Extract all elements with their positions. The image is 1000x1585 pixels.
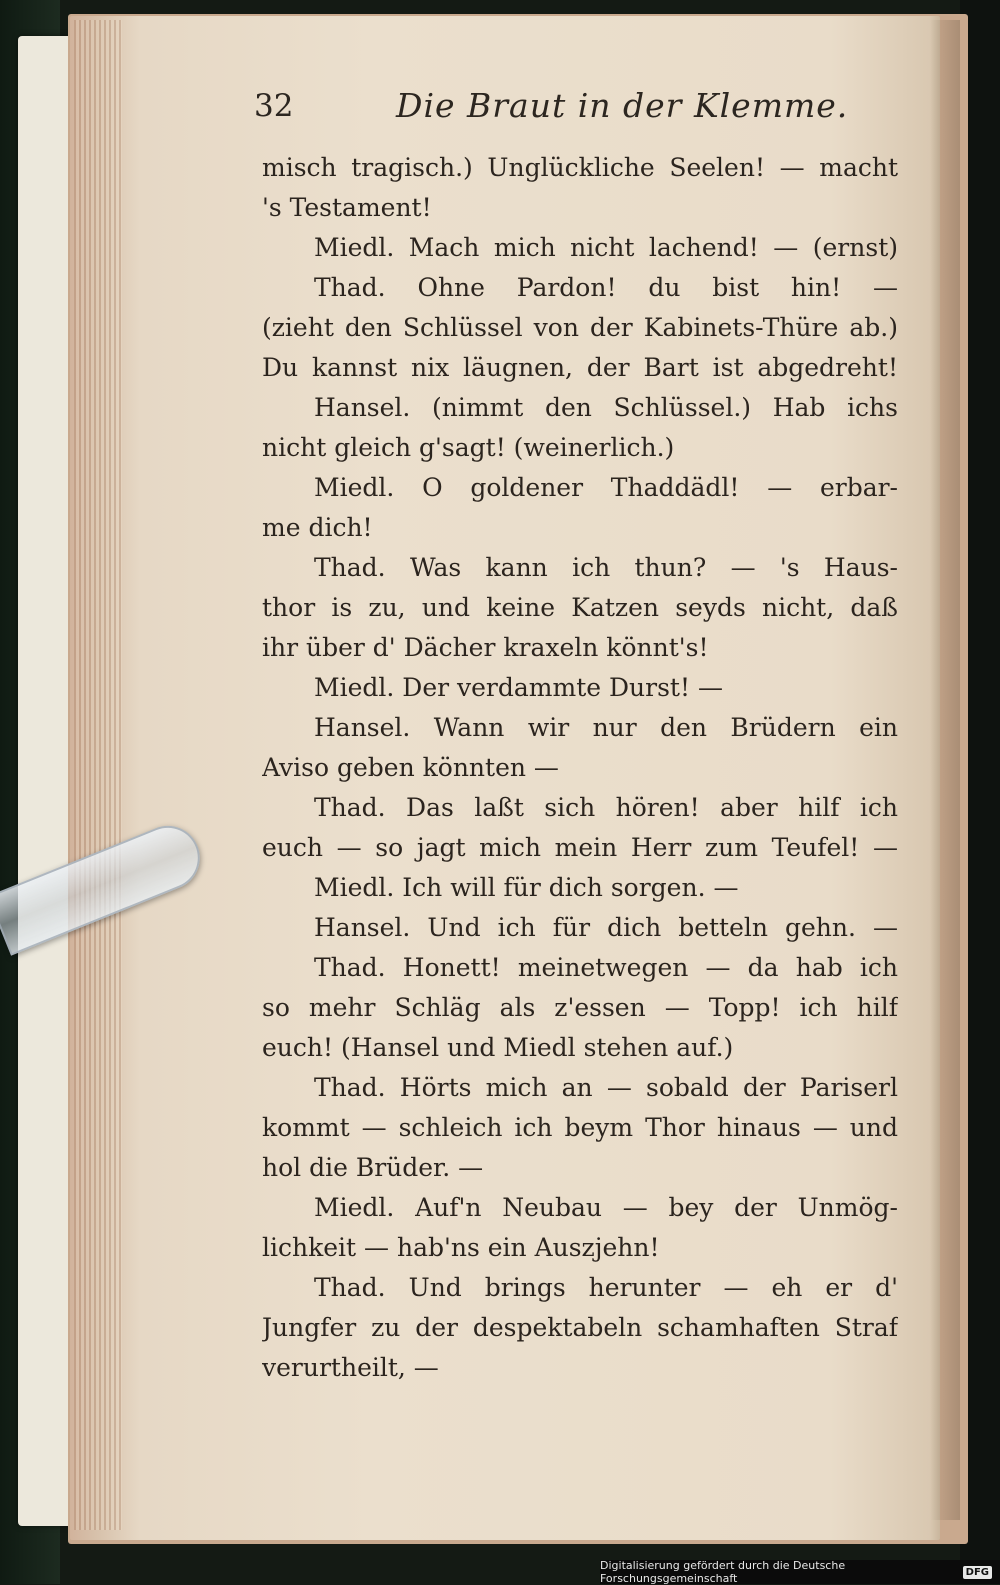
text-line: kommt — schleich ich beym Thor hinaus — und	[262, 1113, 898, 1142]
text-line: Hansel. (nimmt den Schlüssel.) Hab ichs	[314, 393, 898, 422]
text-line: 's Testament!	[262, 193, 432, 222]
text-line: Thad. Und brings herunter — eh er d'	[314, 1273, 898, 1302]
text-line: euch — so jagt mich mein Herr zum Teufel! —	[262, 833, 898, 862]
text-line: Du kannst nix läugnen, der Bart ist abgedreht!	[262, 353, 898, 382]
text-line: Miedl. Ich will für dich sorgen. —	[314, 873, 739, 902]
text-line: Thad. Ohne Pardon! du bist hin! —	[314, 273, 898, 302]
text-line: Miedl. O goldener Thaddädl! — erbar-	[314, 473, 898, 502]
text-line: nicht gleich g'sagt! (weinerlich.)	[262, 433, 675, 462]
text-line: ihr über d' Dächer kraxeln könnt's!	[262, 633, 709, 662]
dfg-logo: DFG	[963, 1566, 992, 1579]
text-line: so mehr Schläg als z'essen — Topp! ich hilf	[262, 993, 898, 1022]
text-line: (zieht den Schlüssel von der Kabinets-Thüre ab.)	[262, 313, 898, 342]
text-line: Hansel. Und ich für dich betteln gehn. —	[314, 913, 898, 942]
text-line: Thad. Honett! meinetwegen — da hab ich	[314, 953, 898, 982]
page-right-shadow	[930, 20, 960, 1520]
text-line: Thad. Was kann ich thun? — 's Haus-	[314, 553, 898, 582]
text-line: me dich!	[262, 513, 373, 542]
running-head: Die Braut in der Klemme.	[396, 86, 849, 125]
text-line: Aviso geben könnten —	[262, 753, 559, 782]
digitization-footer	[600, 1560, 1000, 1584]
text-line: Hansel. Wann wir nur den Brüdern ein	[314, 713, 898, 742]
page-number: 32	[254, 88, 294, 124]
text-line: Thad. Das laßt sich hören! aber hilf ich	[314, 793, 898, 822]
body-text	[262, 148, 898, 1388]
text-line: Jungfer zu der despektabeln schamhaften Straf	[262, 1313, 898, 1342]
text-line: thor is zu, und keine Katzen seyds nicht, daß	[262, 593, 898, 622]
page-edge-stripes	[74, 20, 122, 1530]
text-line: lichkeit — hab'ns ein Auszjehn!	[262, 1233, 660, 1262]
text-line: misch tragisch.) Unglückliche Seelen! — macht	[262, 153, 898, 182]
text-line: Miedl. Auf'n Neubau — bey der Unmög-	[314, 1193, 898, 1222]
text-line: Miedl. Der verdammte Durst! —	[314, 673, 723, 702]
text-line: Miedl. Mach mich nicht lachend! — (ernst)	[314, 233, 898, 262]
text-line: hol die Brüder. —	[262, 1153, 484, 1182]
text-line: Thad. Hörts mich an — sobald der Pariserl	[314, 1073, 898, 1102]
text-line: euch! (Hansel und Miedl stehen auf.)	[262, 1033, 734, 1062]
text-line: verurtheilt, —	[262, 1353, 439, 1382]
footer-credit: Digitalisierung gefördert durch die Deutsche Forschungsgemeinschaft	[600, 1559, 846, 1585]
